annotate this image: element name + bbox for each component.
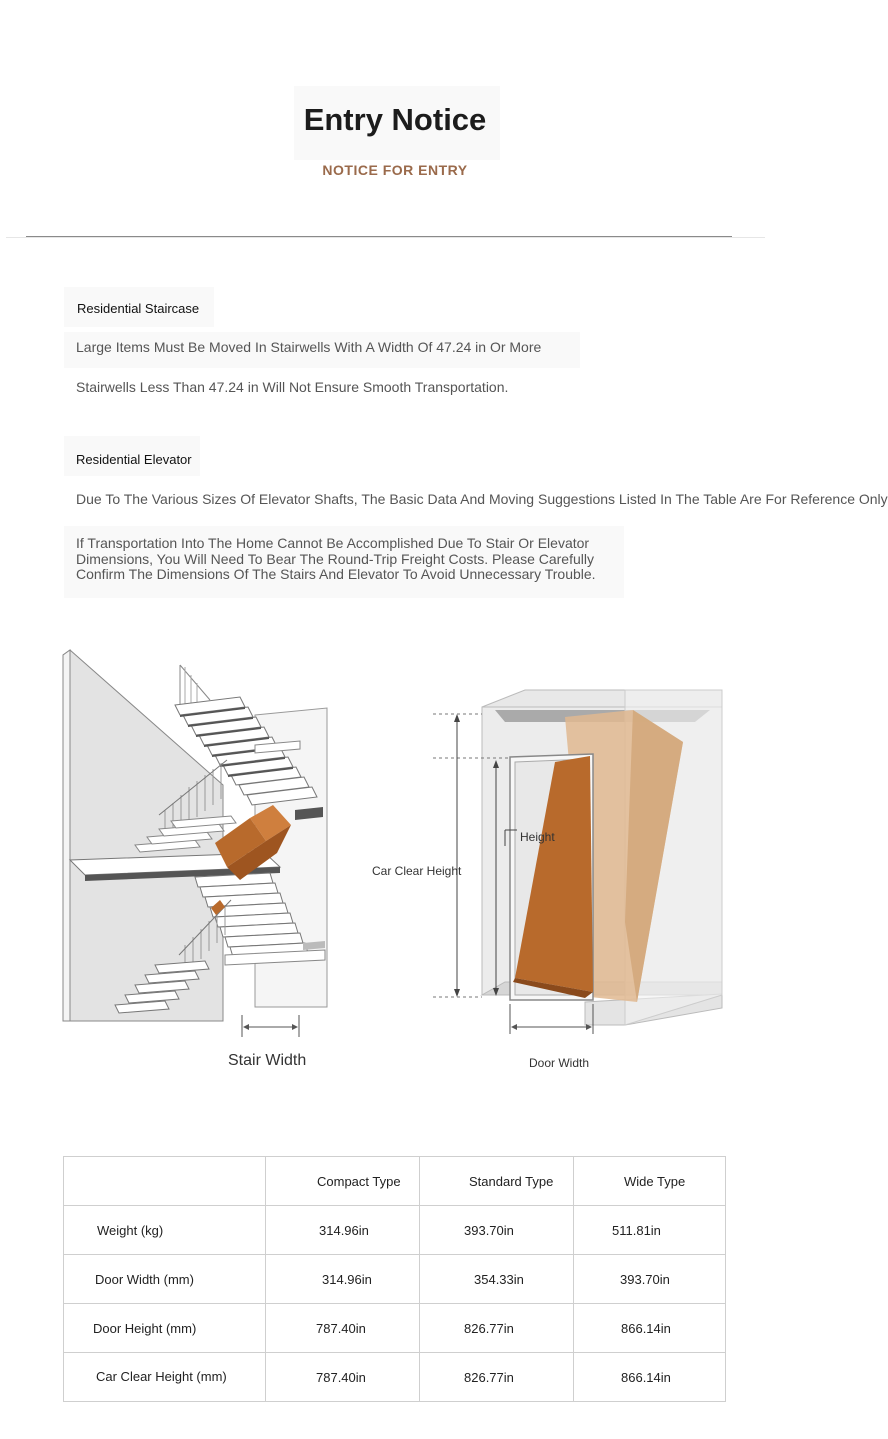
table-cell: 826.77in [420, 1304, 574, 1353]
table-row [64, 1353, 726, 1402]
divider-shadow [6, 237, 765, 238]
table-cell: 511.81in [574, 1206, 726, 1255]
table-cell: 314.96in [266, 1206, 420, 1255]
page-subtitle: NOTICE FOR ENTRY [322, 162, 468, 178]
column-header-compact: Compact Type [266, 1157, 420, 1206]
elevator-heading: Residential Elevator [76, 452, 192, 467]
table-row [64, 1255, 726, 1304]
table-cell: 393.70in [420, 1206, 574, 1255]
staircase-heading: Residential Staircase [77, 301, 200, 316]
table-cell: 787.40in [266, 1353, 420, 1402]
row-label-door-height: Door Height (mm) [64, 1304, 266, 1353]
height-label: Height [520, 830, 555, 844]
page-title: Entry Notice [303, 102, 487, 137]
header-divider [26, 236, 732, 237]
table-row [64, 1206, 726, 1255]
table-cell: 866.14in [574, 1304, 726, 1353]
table-cell: 314.96in [266, 1255, 420, 1304]
staircase-warning: Stairwells Less Than 47.24 in Will Not Ensure Smooth Transportation. [76, 379, 509, 395]
table-cell: 787.40in [266, 1304, 420, 1353]
table-cell: 393.70in [574, 1255, 726, 1304]
column-header-wide: Wide Type [574, 1157, 726, 1206]
table-header-row [64, 1157, 726, 1206]
elevator-reference-note: Due To The Various Sizes Of Elevator Shafts, The Basic Data And Moving Suggestions Listed In The Table Are For Reference Only [76, 491, 888, 507]
table-row [64, 1304, 726, 1353]
door-width-label: Door Width [529, 1056, 590, 1070]
table-cell: 826.77in [420, 1353, 574, 1402]
table-corner-cell [64, 1157, 266, 1206]
staircase-illustration [55, 645, 345, 1040]
car-clear-height-label: Car Clear Height [372, 864, 462, 878]
table-cell: 354.33in [420, 1255, 574, 1304]
row-label-weight: Weight (kg) [64, 1206, 266, 1255]
table-cell: 866.14in [574, 1353, 726, 1402]
stair-width-label: Stair Width [228, 1052, 307, 1069]
column-header-standard: Standard Type [420, 1157, 574, 1206]
staircase-width-rule: Large Items Must Be Moved In Stairwells With A Width Of 47.24 in Or More [76, 339, 542, 355]
row-label-door-width: Door Width (mm) [64, 1255, 266, 1304]
row-label-car-clear-height: Car Clear Height (mm) [64, 1353, 266, 1402]
elevator-freight-warning: If Transportation Into The Home Cannot Be Accomplished Due To Stair Or Elevator Dimensions, You Will Need To Bear The Round-Trip Freight Costs. Please Carefully Confirm The Dimensions Of The Stairs And Elevator To Avoid Unnecessary Trouble. [76, 535, 596, 582]
elevator-spec-table [63, 1156, 726, 1402]
elevator-illustration [425, 682, 735, 1037]
